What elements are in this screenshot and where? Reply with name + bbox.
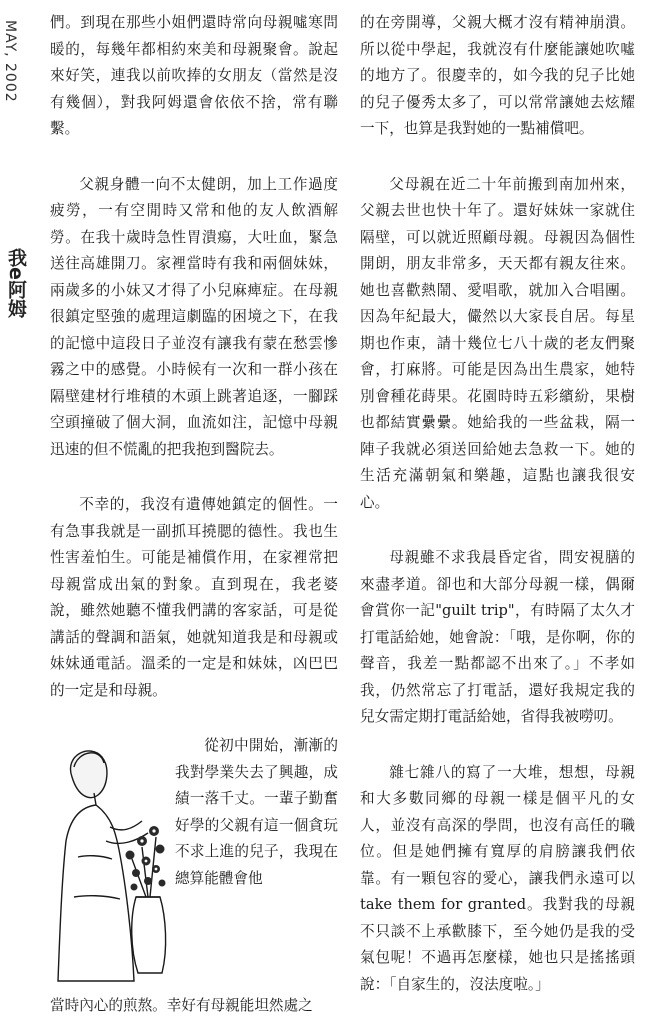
woman-arranging-flowers-illustration bbox=[50, 737, 168, 985]
paragraph-school-years: 從初中開始，漸漸的我對學業失去了興趣，成績一落千丈。一輩子勤奮好學的父親有這一個貪玩不求上進的兒子，我現在總算能體會他 bbox=[175, 737, 338, 887]
figure-block bbox=[50, 733, 338, 993]
paragraph-southern-california: 父母親在近二十年前搬到南加州來，父親去世也快十年了。還好妹妹一家就住隔壁，可以就近照顧母親。母親因為個性開朗，朋友非常多，天天都有親友往來。她也喜歡熱鬧、愛唱歌，就加入合唱團。因為年紀最大，儼然以大家長自居。每星期也作東，請十幾位七八十歲的老友們聚會，打麻將。可能是因為出生農家，她特別會種花蒔果。花園時時五彩繽紛，果樹也都結實纍纍。她給我的一些盆栽，隔一陣子我就必須送回給她去急救一下。她的生活充滿朝氣和樂趣，這點也讓我很安心。 bbox=[360, 175, 635, 511]
right-column bbox=[360, 10, 635, 1027]
paragraph-continued: 們。到現在那些小姐們還時常向母親噓寒問暖的，每幾年都相約來美和母親聚會。說起來好笑，連我以前吹捧的女朋友（當然是沒有幾個），對我阿姆還會依依不捨，常有聯繫。 bbox=[50, 14, 338, 137]
paragraph-conclusion: 雜七雜八的寫了一大堆，想想，母親和大多數同鄉的母親一樣是個平凡的女人，並沒有高深的學問，也沒有高任的職位。但是她們擁有寬厚的肩膀讓我們依靠。有一顆包容的愛心，讓我們永遠可以take them for granted。我對我的母親不只談不上承歡膝下，至今她仍是我的受氣包呢！不過再怎麼樣，她也只是搖搖頭說：「自家生的，沒法度啦。」 bbox=[360, 763, 635, 993]
paragraph-continued-right: 的在旁開導，父親大概才沒有精神崩潰。所以從中學起，我就沒有什麼能讓她吹噓的地方了。很慶幸的，如今我的兒子比她的兒子優秀太多了，可以常常讓她去炫耀一下，也算是我對她的一點補償吧。 bbox=[360, 14, 635, 137]
issue-date: MAY, 2002 bbox=[2, 20, 18, 103]
paragraph-father-health: 父親身體一向不太健朗，加上工作過度疲勞，一有空閒時又常和他的友人飲酒解勞。在我十歲時急性胃潰瘍，大吐血，緊急送往高雄開刀。家裡當時有我和兩個妹妹，兩歲多的小妹又才得了小兒麻痺症。在母親很鎮定堅強的處理這劇臨的困境之下，在我的記憶中這段日子並沒有讓我有蒙在愁雲慘霧之中的感覺。小時候有一次和一群小孩在隔壁建材行堆積的木頭上跳著追逐，一腳踩空頭撞破了個大洞，血流如注，記憶中母親迅速的但不慌亂的把我抱到醫院去。 bbox=[50, 175, 338, 458]
paragraph-temperament: 不幸的，我沒有遺傳她鎮定的個性。一有急事我就是一副抓耳撓腮的德性。我也生性害羞怕生。可能是補償作用，在家裡常把母親當成出氣的對象。直到現在，我老婆說，雖然她聽不懂我們講的客家話，可是從講話的聲調和語氣，她就知道我是和母親或妹妹通電話。溫柔的一定是和妹妹，凶巴巴的一定是和母親。 bbox=[50, 496, 338, 699]
left-column bbox=[50, 10, 338, 1020]
section-title: 我e阿姆 bbox=[5, 248, 27, 318]
paragraph-filial-piety: 母親雖不求我晨昏定省，問安視膳的來盡孝道。卻也和大部分母親一樣，偶爾會賞你一記"guilt trip"，有時隔了太久才打電話給她，她會說：「哦，是你啊，你的聲音，我差一點都認不出來了。」不孝如我，仍然常忘了打電話，還好我規定我的兒女需定期打電話給她，省得我被嘮叨。 bbox=[360, 549, 635, 725]
paragraph-school-years-tail: 當時內心的煎熬。幸好有母親能坦然處之 bbox=[50, 997, 313, 1014]
